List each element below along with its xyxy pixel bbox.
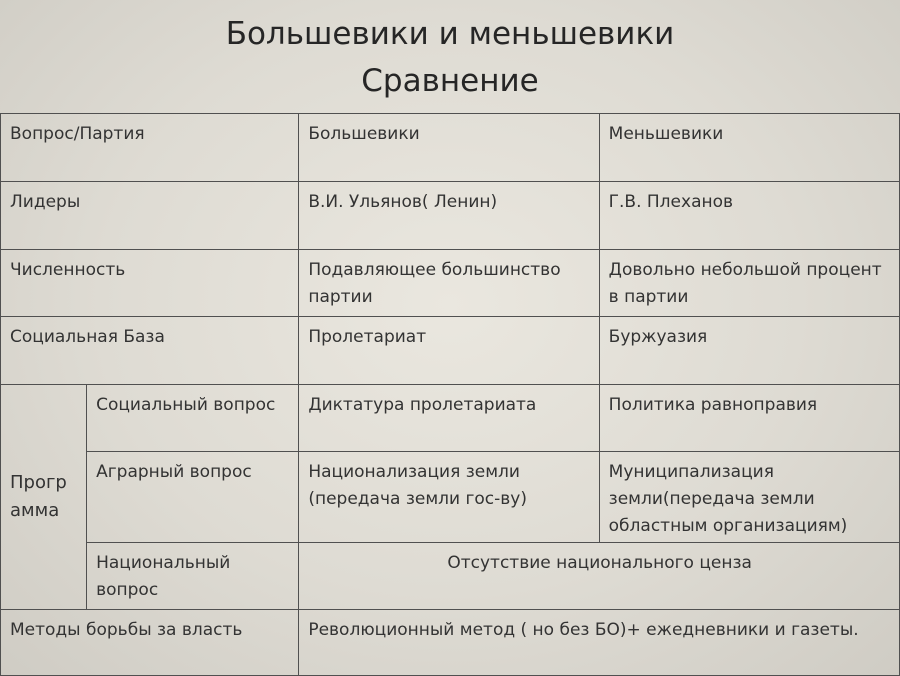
program-label-line2: амма <box>10 500 60 521</box>
agrarian-question-bolsheviks-cell: Национализация земли (передача земли гос-ву) <box>299 452 599 543</box>
header-mensheviks-cell: Меньшевики <box>599 114 899 182</box>
program-label-line1: Прогр <box>10 472 67 493</box>
table-row-social-base <box>1 317 900 385</box>
page-subtitle: Сравнение <box>361 63 539 99</box>
table-row-leaders <box>1 182 900 250</box>
table-row-social-question <box>1 385 900 452</box>
table-row-methods <box>1 610 900 676</box>
table-row-size <box>1 250 900 317</box>
social-base-label-cell: Социальная База <box>1 317 299 385</box>
table-row-header <box>1 114 900 182</box>
agrarian-question-label-cell: Аграрный вопрос <box>87 452 299 543</box>
table-row-national-question <box>1 543 900 610</box>
page-title: Большевики и меньшевики <box>225 16 675 52</box>
leaders-label-cell: Лидеры <box>1 182 299 250</box>
social-base-mensheviks-cell: Буржуазия <box>599 317 899 385</box>
methods-both-cell: Революционный метод ( но без БО)+ ежедневники и газеты. <box>299 610 900 676</box>
header-question-cell: Вопрос/Партия <box>1 114 299 182</box>
table-row-agrarian-question <box>1 452 900 543</box>
social-question-mensheviks-cell: Политика равноправия <box>599 385 899 452</box>
agrarian-question-mensheviks-cell: Муниципализация земли(передача земли областным организациям) <box>599 452 899 543</box>
comparison-table <box>0 113 900 676</box>
size-label-cell: Численность <box>1 250 299 317</box>
methods-label-cell: Методы борьбы за власть <box>1 610 299 676</box>
social-question-bolsheviks-cell: Диктатура пролетариата <box>299 385 599 452</box>
title-block <box>0 0 900 113</box>
size-bolsheviks-cell: Подавляющее большинство партии <box>299 250 599 317</box>
social-question-label-cell: Социальный вопрос <box>87 385 299 452</box>
leaders-mensheviks-cell: Г.В. Плеханов <box>599 182 899 250</box>
program-label-cell <box>1 385 87 610</box>
national-question-label-cell: Национальный вопрос <box>87 543 299 610</box>
size-mensheviks-cell: Довольно небольшой процент в партии <box>599 250 899 317</box>
national-question-both-cell: Отсутствие национального ценза <box>299 543 900 610</box>
header-bolsheviks-cell: Большевики <box>299 114 599 182</box>
social-base-bolsheviks-cell: Пролетариат <box>299 317 599 385</box>
leaders-bolsheviks-cell: В.И. Ульянов( Ленин) <box>299 182 599 250</box>
